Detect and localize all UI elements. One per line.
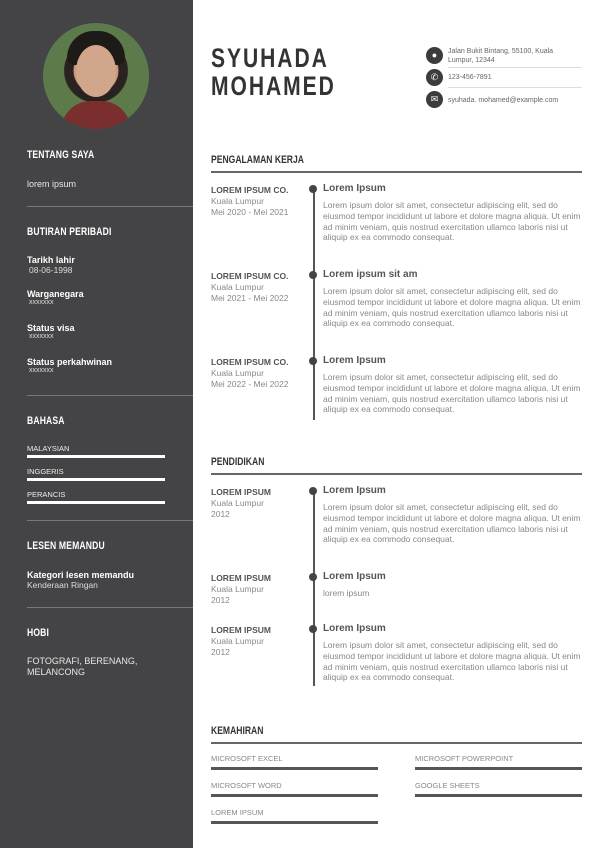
- organization: LOREM IPSUM: [211, 573, 271, 583]
- skill-bar: [211, 794, 378, 797]
- entry-title: Lorem Ipsum: [323, 485, 386, 496]
- skill-item: [415, 781, 582, 797]
- entry-description: Lorem ipsum dolor sit amet, consectetur adipiscing elit, sed do eiusmod tempor incididunt ut labore et dolore magna aliqua. Ut enim ad minim veniam, quis nostrud exercitation ullamco laboris nisi ut aliquip ex ea commodo consequat.: [323, 286, 581, 329]
- timeline-line: [313, 188, 315, 420]
- language-item: [27, 490, 165, 504]
- personal-item: [27, 289, 84, 306]
- skill-item: [211, 754, 378, 770]
- divider: [211, 742, 582, 744]
- organization: LOREM IPSUM CO.: [211, 357, 289, 367]
- skill-bar: [415, 794, 582, 797]
- phone-icon: ✆: [426, 69, 443, 86]
- contact-phone: ✆ 123-456-7891: [426, 69, 582, 87]
- hobbies-heading: HOBI: [27, 627, 50, 639]
- location-dates: Kuala Lumpur 2012: [211, 636, 264, 657]
- location-dates: Kuala Lumpur Mei 2020 - Mei 2021: [211, 196, 289, 217]
- language-name: MALAYSIAN: [27, 444, 70, 453]
- personal-item: [27, 255, 75, 275]
- skill-name: GOOGLE SHEETS: [415, 781, 480, 790]
- hobbies-text: FOTOGRAFI, BERENANG, MELANCONG: [27, 656, 138, 677]
- skill-bar: [211, 821, 378, 824]
- skill-name: MICROSOFT EXCEL: [211, 754, 283, 763]
- organization: LOREM IPSUM CO.: [211, 271, 289, 281]
- divider: [27, 520, 193, 521]
- entry-description: Lorem ipsum dolor sit amet, consectetur adipiscing elit, sed do eiusmod tempor incididunt ut labore et dolore magna aliqua. Ut enim ad minim veniam, quis nostrud exercitation ullamco laboris nisi ut aliquip ex ea commodo consequat.: [323, 502, 581, 545]
- entry-title: Lorem ipsum sit am: [323, 269, 418, 280]
- license-heading: LESEN MEMANDU: [27, 540, 105, 552]
- entry-title: Lorem Ipsum: [323, 571, 386, 582]
- skill-item: [415, 754, 582, 770]
- timeline-line: [313, 490, 315, 686]
- label: Warganegara: [27, 289, 84, 299]
- contact-address: ● Jalan Bukit Bintang, 55100, Kuala Lumpur, 12344: [426, 47, 582, 67]
- sidebar: [0, 0, 193, 848]
- location-dates: Kuala Lumpur Mei 2022 - Mei 2022: [211, 368, 289, 389]
- entry-description: lorem ipsum: [323, 588, 370, 598]
- language-item: [27, 467, 165, 481]
- language-name: INGGERIS: [27, 467, 64, 476]
- timeline-dot: [309, 487, 317, 495]
- label: Kategori lesen memandu: [27, 570, 135, 580]
- entry-description: Lorem ipsum dolor sit amet, consectetur adipiscing elit, sed do eiusmod tempor incididunt ut labore et dolore magna aliqua. Ut enim ad minim veniam, quis nostrud exercitation ullamco laboris nisi ut aliquip ex ea commodo consequat.: [323, 200, 581, 243]
- experience-heading: PENGALAMAN KERJA: [211, 154, 304, 166]
- skill-item: [211, 808, 378, 824]
- divider: [211, 473, 582, 475]
- about-text: lorem ipsum: [27, 179, 77, 189]
- personal-heading: BUTIRAN PERIBADI: [27, 226, 112, 238]
- value: Kenderaan Ringan: [27, 580, 98, 590]
- location-dates: Kuala Lumpur Mei 2021 - Mei 2022: [211, 282, 289, 303]
- profile-photo: [43, 23, 149, 129]
- skill-name: MICROSOFT POWERPOINT: [415, 754, 514, 763]
- entry-description: Lorem ipsum dolor sit amet, consectetur adipiscing elit, sed do eiusmod tempor incididunt ut labore et dolore magna aliqua. Ut enim ad minim veniam, quis nostrud exercitation ullamco laboris nisi ut aliquip ex ea commodo consequat.: [323, 372, 581, 415]
- entry-title: Lorem Ipsum: [323, 183, 386, 194]
- timeline-dot: [309, 271, 317, 279]
- language-bar: [27, 455, 165, 458]
- skill-bar: [211, 767, 378, 770]
- label: Tarikh lahir: [27, 255, 75, 265]
- location-dates: Kuala Lumpur 2012: [211, 498, 264, 519]
- language-bar: [27, 478, 165, 481]
- value: xxxxxxx: [29, 367, 54, 374]
- license-item: [27, 570, 134, 590]
- language-bar: [27, 501, 165, 504]
- organization: LOREM IPSUM CO.: [211, 185, 289, 195]
- divider: [27, 395, 193, 396]
- language-name: PERANCIS: [27, 490, 66, 499]
- label: Status visa: [27, 323, 75, 333]
- contact-email: ✉ syuhada. mohamed@example.com: [426, 91, 582, 109]
- value: 08-06-1998: [29, 265, 73, 275]
- email-icon: ✉: [426, 91, 443, 108]
- personal-item: [27, 357, 112, 374]
- full-name: SYUHADA MOHAMED: [211, 43, 336, 101]
- divider: [27, 607, 193, 608]
- timeline-dot: [309, 573, 317, 581]
- location-pin-icon: ●: [426, 47, 443, 64]
- organization: LOREM IPSUM: [211, 625, 271, 635]
- entry-title: Lorem Ipsum: [323, 355, 386, 366]
- timeline-dot: [309, 357, 317, 365]
- entry-title: Lorem Ipsum: [323, 623, 386, 634]
- value: xxxxxxx: [29, 333, 54, 340]
- education-heading: PENDIDIKAN: [211, 456, 265, 468]
- language-item: [27, 444, 165, 458]
- label: Status perkahwinan: [27, 357, 113, 367]
- about-heading: TENTANG SAYA: [27, 149, 95, 161]
- personal-item: [27, 323, 75, 340]
- entry-description: Lorem ipsum dolor sit amet, consectetur adipiscing elit, sed do eiusmod tempor incididunt ut labore et dolore magna aliqua. Ut enim ad minim veniam, quis nostrud exercitation ullamco laboris nisi ut aliquip ex ea commodo consequat.: [323, 640, 581, 683]
- value: xxxxxxx: [29, 299, 54, 306]
- organization: LOREM IPSUM: [211, 487, 271, 497]
- skill-name: MICROSOFT WORD: [211, 781, 282, 790]
- timeline-dot: [309, 625, 317, 633]
- timeline-dot: [309, 185, 317, 193]
- languages-heading: BAHASA: [27, 415, 65, 427]
- skills-heading: KEMAHIRAN: [211, 725, 264, 737]
- location-dates: Kuala Lumpur 2012: [211, 584, 264, 605]
- skill-name: LOREM IPSUM: [211, 808, 264, 817]
- skill-item: [211, 781, 378, 797]
- divider: [211, 171, 582, 173]
- skill-bar: [415, 767, 582, 770]
- divider: [27, 206, 193, 207]
